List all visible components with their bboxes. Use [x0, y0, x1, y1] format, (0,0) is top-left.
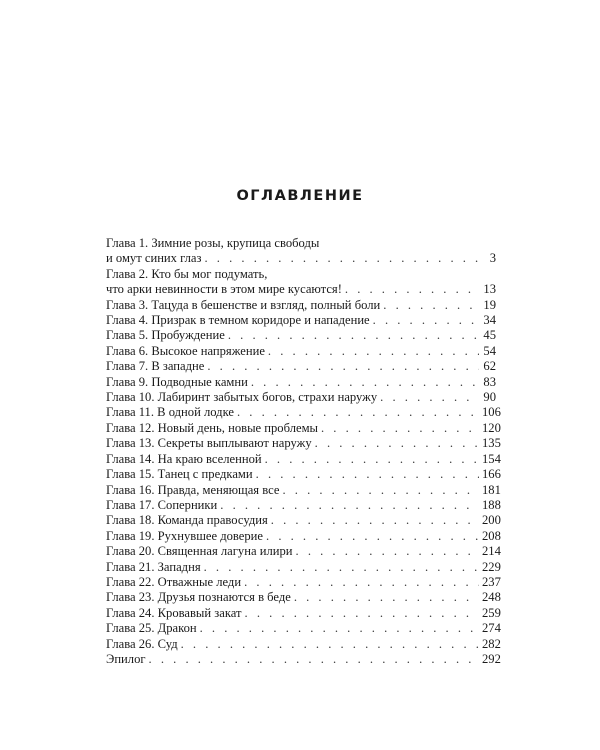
dot-leader	[181, 637, 479, 652]
toc-entry	[106, 451, 501, 467]
entry-page-number: 274	[482, 621, 501, 636]
entry-page-number: 282	[482, 636, 501, 651]
entry-page-number: 181	[482, 482, 501, 497]
dot-leader	[205, 251, 480, 266]
entry-page-number: 188	[482, 497, 501, 512]
toc-entry	[106, 605, 501, 621]
entry-page-number: 214	[482, 544, 501, 559]
toc-entry	[106, 497, 501, 513]
toc-entry	[106, 544, 501, 559]
dot-leader	[321, 421, 479, 436]
entry-text: Глава 14. На краю вселенной	[106, 451, 262, 466]
entry-text: Глава 5. Пробуждение	[106, 328, 225, 343]
entry-text: Глава 19. Рухнувшее доверие	[106, 528, 264, 543]
entry-text: Глава 17. Соперники	[106, 497, 218, 512]
dot-leader	[271, 513, 479, 528]
toc-entry	[106, 482, 501, 498]
entry-page-number: 200	[482, 513, 501, 528]
entry-page-number: 83	[483, 374, 496, 389]
entry-text: Глава 6. Высокое напряжение	[106, 343, 265, 358]
dot-leader	[256, 467, 479, 482]
entry-text: Глава 24. Кровавый закат	[106, 605, 242, 620]
toc-list	[106, 236, 501, 667]
entry-page-number: 292	[482, 651, 501, 666]
entry-page-number: 259	[482, 605, 501, 620]
dot-leader	[282, 483, 479, 498]
entry-text: Глава 21. Западня	[106, 559, 201, 574]
entry-text: Глава 15. Танец с предками	[106, 467, 253, 482]
entry-text: Глава 25. Дракон	[106, 621, 197, 636]
entry-page-number: 106	[482, 405, 501, 420]
entry-page-number: 237	[482, 574, 501, 589]
toc-entry	[106, 390, 496, 405]
entry-page-number: 13	[483, 282, 496, 297]
entry-page-number: 166	[482, 467, 501, 482]
entry-page-number: 3	[489, 251, 496, 266]
dot-leader	[228, 328, 479, 343]
dot-leader	[345, 282, 479, 297]
entry-text: Глава 20. Священная лагуна илири	[106, 544, 293, 559]
entry-text-line1: Глава 2. Кто бы мог подумать,	[106, 266, 268, 281]
toc-entry	[106, 267, 496, 298]
dot-leader	[244, 575, 479, 590]
dot-leader	[265, 452, 479, 467]
entry-text-line1: Глава 1. Зимние розы, крупица свободы	[106, 236, 320, 250]
entry-page-number: 45	[483, 328, 496, 343]
toc-entry	[106, 359, 496, 374]
toc-entry	[106, 528, 501, 544]
dot-leader	[380, 390, 479, 405]
entry-page-number: 248	[482, 590, 501, 605]
dot-leader	[237, 405, 479, 420]
entry-text: Глава 12. Новый день, новые проблемы	[106, 420, 318, 435]
dot-leader	[268, 344, 479, 359]
entry-text: Глава 13. Секреты выплывают наружу	[106, 436, 312, 451]
dot-leader	[245, 606, 479, 621]
entry-text: Глава 4. Призрак в темном коридоре и нападение	[106, 313, 370, 328]
dot-leader	[383, 298, 479, 313]
toc-entry	[106, 344, 496, 359]
entry-text: Глава 7. В западне	[106, 359, 205, 374]
entry-text: Глава 18. Команда правосудия	[106, 513, 268, 528]
entry-page-number: 120	[482, 420, 501, 435]
entry-page-number: 154	[482, 451, 501, 466]
entry-page-number: 54	[483, 343, 496, 358]
entry-text: Глава 11. В одной лодке	[106, 405, 234, 420]
dot-leader	[296, 544, 479, 559]
entry-page-number: 208	[482, 528, 501, 543]
entry-text-line2: и омут синих глаз	[106, 251, 202, 266]
toc-entry	[106, 621, 501, 636]
toc-entry	[106, 420, 501, 436]
dot-leader	[200, 621, 479, 636]
toc-entry	[106, 313, 496, 328]
toc-entry	[106, 236, 496, 267]
entry-page-number: 90	[483, 390, 496, 405]
toc-entry	[106, 375, 496, 390]
dot-leader	[220, 498, 479, 513]
entry-page-number: 19	[483, 297, 496, 312]
entry-text-line2: что арки невинности в этом мире кусаются!	[106, 282, 342, 297]
toc-entry	[106, 651, 501, 667]
entry-text: Глава 26. Суд	[106, 636, 178, 651]
toc-entry	[106, 298, 496, 313]
entry-page-number: 229	[482, 559, 501, 574]
toc-entry	[106, 436, 501, 451]
dot-leader	[315, 436, 479, 451]
dot-leader	[204, 560, 479, 575]
dot-leader	[207, 359, 479, 374]
toc-entry	[106, 513, 501, 528]
toc-entry	[106, 574, 501, 590]
dot-leader	[251, 375, 479, 390]
toc-entry	[106, 328, 496, 343]
entry-page-number: 135	[482, 436, 501, 451]
toc-title: ОГЛАВЛЕНИЕ	[236, 188, 364, 204]
dot-leader	[149, 652, 479, 667]
entry-page-number: 34	[483, 313, 496, 328]
toc-entry	[106, 636, 501, 652]
dot-leader	[294, 590, 479, 605]
toc-entry	[106, 467, 501, 482]
entry-page-number: 62	[483, 359, 496, 374]
toc-entry	[106, 590, 501, 605]
entry-text: Глава 9. Подводные камни	[106, 374, 248, 389]
entry-text: Глава 23. Друзья познаются в беде	[106, 590, 291, 605]
entry-text: Глава 10. Лабиринт забытых богов, страхи наружу	[106, 390, 378, 405]
entry-text: Глава 3. Тацуда в бешенстве и взгляд, полный боли	[106, 297, 381, 312]
dot-leader	[266, 529, 479, 544]
entry-text: Глава 22. Отважные леди	[106, 574, 242, 589]
dot-leader	[373, 313, 479, 328]
toc-entry	[106, 559, 501, 575]
toc-entry	[106, 405, 501, 420]
entry-text: Глава 16. Правда, меняющая все	[106, 482, 280, 497]
entry-text: Эпилог	[106, 651, 146, 666]
